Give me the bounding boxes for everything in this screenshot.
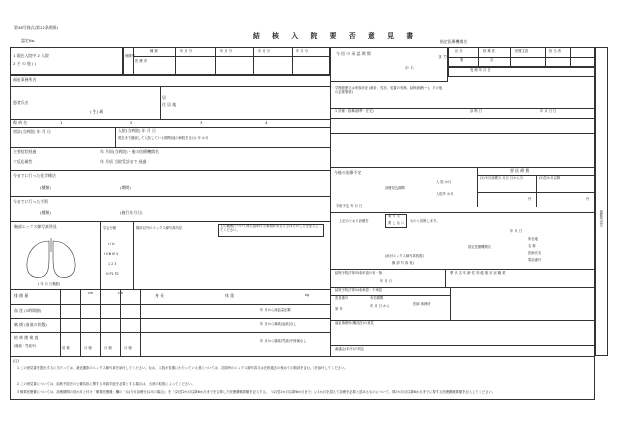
other-xray-label: 胸部以外のエックス線写真所見 (136, 226, 183, 230)
surgery-date: (施行年月日) (120, 210, 143, 215)
hospital-type-line2: 2 そ の 他 ( ) (13, 61, 37, 66)
xray-class: Ⅰ Ⅱ Ⅲ Ⅳ Ⅴ (104, 252, 119, 256)
certificate-number: 認定No. (21, 38, 36, 43)
xray-hp: H P1 P2 (106, 272, 119, 276)
disease-1: 1 (60, 120, 63, 125)
sputum-label: 喀 痰 (血液の状態) (14, 322, 47, 327)
doctor-office: 医師 事務所 (413, 302, 431, 306)
disease-label: 傷 病 名 (13, 120, 28, 125)
patient-name-label: 患者氏名 (13, 100, 29, 105)
culture-count-1: 月 個 (84, 346, 92, 350)
treatment-period-label: 診療見込期間 (385, 186, 405, 190)
culture-count-3: 月 個 (124, 346, 132, 350)
unit-cm-1: cm (88, 291, 94, 295)
address-label: 住 居 地 (162, 102, 177, 107)
opinion-date: 年 月 日 (510, 229, 522, 233)
xray-extent: 1 2 3 (108, 262, 117, 266)
history-sub-2: 診 断 日 (470, 109, 482, 113)
council-decision: 審議会(本庁)の判定 (335, 347, 364, 351)
esr-label: 血 沈 (1時間値) (14, 308, 42, 313)
approval-period-label: 今 回 の 承 認 期 間 (336, 51, 371, 56)
history-sub-3: 年 月 日 日 (540, 109, 557, 113)
insurance-month-3: 年 月 分 (258, 49, 270, 53)
surgery-plan: 手術予定 年 月 日 (336, 204, 363, 208)
patient-number: 患者番号 (335, 296, 349, 300)
col-supervisor: 指 導 医 (483, 49, 495, 53)
unit-cm-2: cm (118, 291, 124, 295)
side-column (595, 47, 608, 356)
insurance-label: 保険等 (125, 54, 135, 58)
form-number: 第38号様式(第12条関係) (14, 25, 59, 30)
admission-label: 入院(当病院) 年 月 日 (118, 128, 156, 133)
disease-3: 3 (200, 120, 203, 125)
chemotherapy-period: (期間) (120, 185, 131, 190)
other-xray-note: 上の範囲について特に説明する事項があるときはそのことを記入してください。 (220, 224, 319, 232)
hospital-type-line1: 1 現在入院中 2 入院 (13, 53, 49, 58)
insurance-type-header: 種 類 (150, 49, 158, 53)
disease-4: 4 (265, 120, 268, 125)
opinion-phone: 電話番号 (528, 258, 542, 262)
inpatient-months: 入 院 か月 (436, 180, 452, 184)
society-classification: 学会分類 (103, 226, 117, 230)
main-symptom-label: 主要症状経過 (13, 149, 37, 154)
valid-period: 有効期間 (370, 296, 384, 300)
cost-following-months: (2)翌か月以降 (539, 176, 561, 180)
insurance-month-4: 年 月 分 (296, 49, 308, 53)
esr-note: 年 月から流血量記載 (260, 308, 291, 312)
opinion-end: ものと診断します。 (410, 219, 440, 223)
medical-aid-label: 医 療 券 (135, 59, 147, 63)
surgery-kind: (種類) (40, 210, 51, 215)
opinion-required[interactable]: 要 す る (388, 214, 400, 218)
col-medical-chief: 医療主査 (515, 49, 529, 53)
xray-count: 胸 部 写 真 枚) (392, 261, 414, 265)
main-symptom-value: 年 月頃(当病院)・他の医療機関名 (100, 149, 159, 154)
future-plan-label: 今後の治療予定 (334, 170, 362, 175)
approval-from: か ら (405, 65, 415, 70)
tb-test-note: 年 月から喀痰(胃液)中排菌なし (260, 339, 307, 343)
tb-test-label: 結 核 菌 検 査 (14, 335, 39, 340)
opinion-intro: 上記のとおり診療を (339, 219, 369, 223)
opinion-institution: 指定医療機関名 (468, 245, 492, 249)
page-title: 結 核 入 院 要 否 意 見 書 (253, 32, 419, 40)
note-1: 1 この意見書を提出するに当たっては、最近撮影のエックス線写真を添付してください。なお、入院が長期にわたっている者については、初診時のエックス線写真又は比較過去の極めての胸部を含む。)を添付してください。 (17, 366, 348, 370)
history-sub-1: 1 評価・指導(基準・在宅) (335, 109, 374, 113)
outpatient-months: 入院外 か月 (436, 192, 454, 196)
welfare-office-label: 福祉事務所名 (13, 77, 37, 82)
designated-institution-label: 指定医療機関名 (440, 39, 468, 44)
cost-yen-2: 円 (586, 197, 590, 201)
welfare-opinion: 福祉事務所(嘱託医)の意見 (335, 321, 374, 325)
committee-date: 年 月 日 (380, 279, 392, 283)
sputum-note: 年 月から喀痰(血痕)なし (260, 322, 297, 326)
cost-yen-1: 円 (528, 197, 532, 201)
history-label: 学歴経歴又は家族状況 (統計、性状、処置の有無、結核病歴(ー)、その他の必要事項) (335, 86, 443, 94)
approval-date: 年 月 日 から (370, 304, 390, 308)
col-person-in-charge: 担 当 者 (549, 49, 561, 53)
note-2: 2 この意見書については、結核予防法の公費負担に関する申請手続を必要とする場合は、当該の取扱によってください。 (17, 382, 195, 386)
left-lung-outline (53, 241, 75, 277)
culture-count-2: 月 個 (104, 346, 112, 350)
tuberculin-label: ツ反応属性 (13, 159, 33, 164)
review-no: 否 (490, 58, 494, 62)
col-kubun: 区 分 (455, 49, 463, 53)
right-lung-outline (27, 241, 49, 277)
xray-side: r l b (108, 242, 115, 246)
height-label: 身 長 (155, 293, 165, 298)
address-sub: 居 (162, 95, 166, 100)
first-visit-label: 初診(当病院) 年 月 日 (13, 129, 51, 134)
continuous-stay-note: 現在まで継続して入院している期間(他の病院を含む) 年 か月 (118, 136, 209, 140)
committee-label: 結核予防法第35条申請の有・無 (335, 271, 383, 275)
sputum-quantity-label: 排 菌 量 (14, 293, 29, 298)
culture-label: 培 養 (62, 346, 70, 350)
xray-attached: (添付エックス線写真枚数) (385, 254, 424, 258)
chemotherapy-label: 今までに行った化学療法 (13, 173, 56, 178)
opinion-not-required[interactable]: 要 し な い (388, 221, 405, 225)
cost-current-month: (1)今月診療分 月日 日から分 (480, 176, 524, 180)
tb-test-sub: (喀痰・胃液中) (14, 344, 37, 348)
note-3: 3 概算医療費については、診療期間の初か月と付け「概算医療費」欄の「(1)今月診療分(1月の場合)」を「(2)翌2か月以降6か月までを合算した医療費概算額を記入する。「(2)翌2か月以降6か月まで」に1か月を超えて診療を必要と認めるものについて、第2か月目以降6か月までに要する医療費概算額を記入してください。 (17, 390, 496, 394)
approval-number: 第 号 (335, 307, 343, 311)
chemotherapy-kind: (種類) (40, 185, 51, 190)
received-date-label: 受 理 年 月 日 (470, 68, 491, 72)
chest-xray-label: 胸部エックス線写真所見 (14, 224, 57, 229)
insurance-month-1: 年 月 分 (180, 49, 192, 53)
insurance-month-2: 年 月 分 (220, 49, 232, 53)
opinion-address: 所在地 (528, 237, 538, 241)
weight-label: 体 重 (225, 293, 235, 298)
unit-kg: kg (305, 293, 310, 297)
opinion-name: 名 称 (528, 244, 536, 248)
review-yes: 要 (460, 58, 464, 62)
surgery-label: 今までに行った手術 (13, 199, 49, 204)
notes-header: (注) (13, 359, 19, 363)
approval-to: ま で (438, 54, 448, 59)
household-columns: 摩 氏 名 年 齢 性 別 健 康 状 況 職 業 (450, 271, 506, 275)
estimated-cost-label: 要 医 療 費 (510, 168, 530, 173)
lung-diagram (22, 238, 80, 282)
patient-age: ( 生) 歳 (90, 109, 104, 114)
approval-section-label: 結核予防法第34条承認・不承認 (335, 288, 383, 292)
disease-2: 2 (130, 120, 133, 125)
tuberculin-value: 年 月頃 当院受診まで 経過 (100, 159, 147, 164)
side-label: 保健所決定 (598, 210, 603, 227)
xray-date: ( 年 月 日撮影) (38, 282, 61, 286)
opinion-doctor: 医師氏名 (528, 251, 542, 255)
